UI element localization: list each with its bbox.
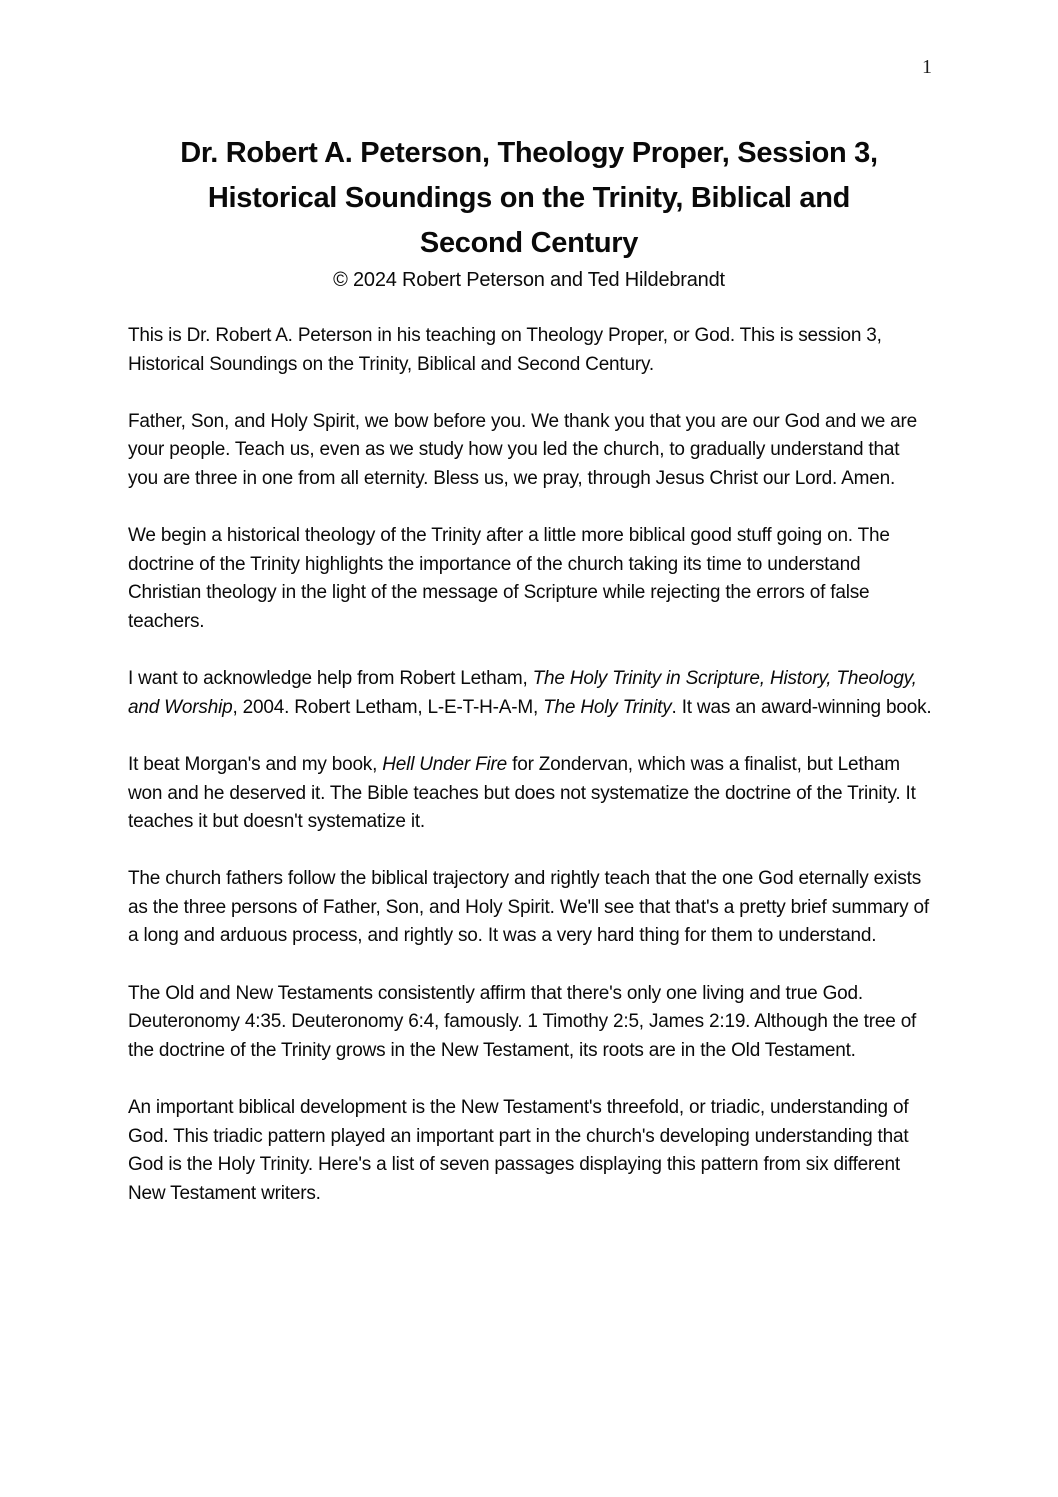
title-line: Historical Soundings on the Trinity, Biblical and <box>207 182 851 214</box>
italic-text: The Holy Trinity in Scripture, History, Theology, and Worship <box>128 668 917 718</box>
text-run: This is Dr. Robert A. Peterson in his teaching on Theology Proper, or God. This is session 3, Historical Soundings on the Trinity, Biblical and Second Century. <box>128 325 882 375</box>
text-run: The church fathers follow the biblical trajectory and rightly teach that the one God eternally exists as the three persons of Father, Son, and Holy Spirit. We'll see that that's a pretty brief summary of a long and arduous process, and rightly so. It was a very hard thing for them to understand. <box>128 868 929 947</box>
paragraph <box>128 408 934 494</box>
copyright-line: © 2024 Robert Peterson and Ted Hildebrandt <box>333 269 725 291</box>
title-line: Second Century <box>419 227 639 259</box>
paragraph <box>128 751 934 837</box>
italic-text: Hell Under Fire <box>382 753 508 775</box>
page-number: 1 <box>922 56 932 78</box>
text-run: for Zondervan, which was a finalist, but Letham won and he deserved it. The Bible teaches but does not systematize the doctrine of the Trinity. It teaches it but doesn't systematize it. <box>128 753 916 833</box>
italic-text: The Holy Trinity <box>543 696 672 718</box>
paragraph <box>128 522 934 636</box>
paragraph <box>128 665 934 722</box>
text-run: , 2004. Robert Letham, L-E-T-H-A-M, <box>232 696 544 718</box>
title-block <box>0 0 1058 294</box>
paragraph <box>128 322 934 379</box>
paragraph <box>128 1094 934 1208</box>
text-run: The Old and New Testaments consistently affirm that there's only one living and true God. Deuteronomy 4:35. Deuteronomy 6:4, famously. 1 Timothy 2:5, James 2:19. Although the tree of the doctrine of the Trinity grows in the New Testament, its roots are in the Old Testament. <box>128 982 917 1061</box>
text-run: An important biblical development is the New Testament's threefold, or triadic, understanding of God. This triadic pattern played an important part in the church's developing understanding that God is the Holy Trinity. Here's a list of seven passages displaying this pattern from six different New Testament writers. <box>128 1097 909 1204</box>
document-body <box>128 322 934 1208</box>
text-run: . It was an award-winning book. <box>671 696 932 718</box>
text-run: Father, Son, and Holy Spirit, we bow before you. We thank you that you are our God and we are your people. Teach us, even as we study how you led the church, to gradually understand that you are three in one from all eternity. Bless us, we pray, through Jesus Christ our Lord. Amen. <box>128 410 918 489</box>
paragraph <box>128 865 934 951</box>
document-title <box>0 131 1058 266</box>
text-run: It beat Morgan's and my book, <box>128 753 383 775</box>
text-run: I want to acknowledge help from Robert Letham, <box>128 668 533 690</box>
paragraph <box>128 980 934 1066</box>
title-line: Dr. Robert A. Peterson, Theology Proper, Session 3, <box>180 137 878 169</box>
text-run: We begin a historical theology of the Trinity after a little more biblical good stuff going on. The doctrine of the Trinity highlights the importance of the church taking its time to understand Christian theology in the light of the message of Scripture while rejecting the errors of false teachers. <box>128 525 890 632</box>
